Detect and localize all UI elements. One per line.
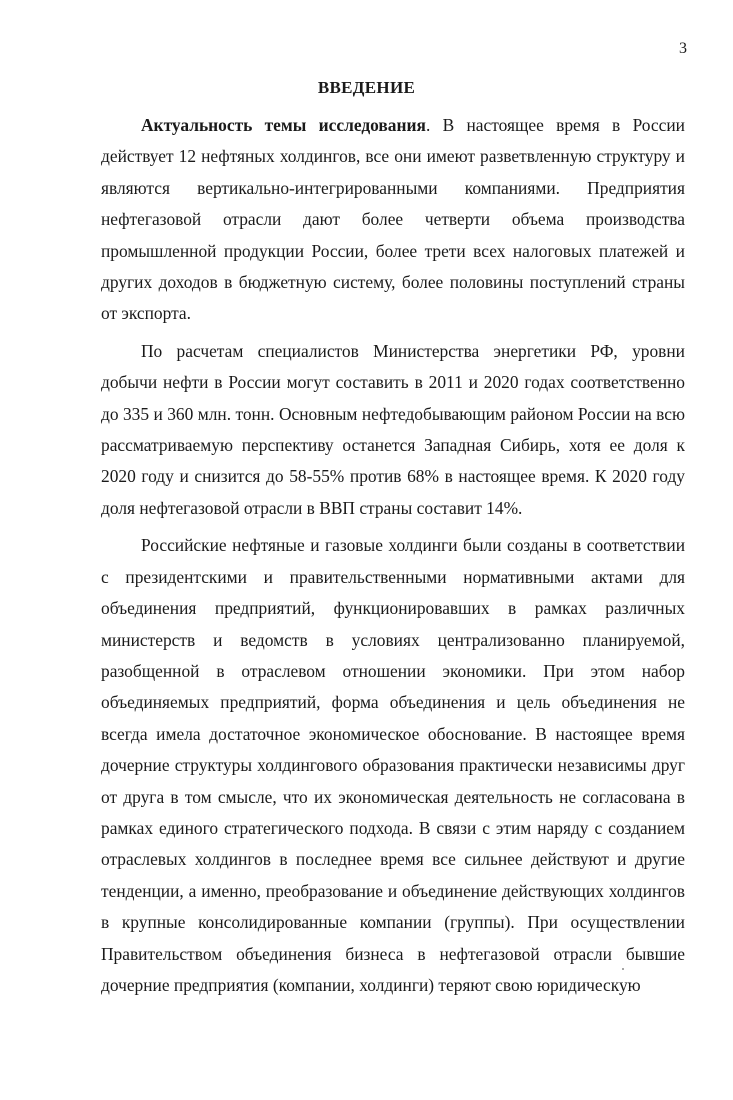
paragraph-text: . В настоящее время в России действует 12 нефтяных холдингов, все они имеют разветвленную структуру и являются вертикально-интегрированными компаниями. Предприятия нефтегазовой отрасли дают более четверти объема производства промышленной продукции России, более трети всех налоговых платежей и других доходов в бюджетную систему, более половины поступлений страны от экспорта.	[101, 115, 685, 324]
paragraph-relevance	[101, 110, 685, 330]
document-body	[101, 110, 685, 1007]
paragraph-holdings: Российские нефтяные и газовые холдинги были созданы в соответствии с президентскими и правительственными нормативными актами для объединения предприятий, функционировавших в рамках различных министерств и ведомств в условиях централизованно планируемой, разобщенной в отраслевом отношении экономики. При этом набор объединяемых предприятий, форма объединения и цель объединения не всегда имела достаточное экономическое обоснование. В настоящее время дочерние структуры холдингового образования практически независимы друг от друга в том смысле, что их экономическая деятельность не согласована в рамках единого стратегического подхода. В связи с этим наряду с созданием отраслевых холдингов в последнее время все сильнее действуют и другие тенденции, а именно, преобразование и объединение действующих холдингов в крупные консолидированные компании (группы). При осуществлении Правительством объединения бизнеса в нефтегазовой отрасли бывшие дочерние предприятия (компании, холдинги) теряют свою юридическую	[101, 535, 685, 995]
paragraph-forecast: По расчетам специалистов Министерства энергетики РФ, уровни добычи нефти в России могут составить в 2011 и 2020 годах соответственно до 335 и 360 млн. тонн. Основным нефтедобывающим районом России на всю рассматриваемую перспективу останется Западная Сибирь, хотя ее доля к 2020 году и снизится до 58-55% против 68% в настоящее время. К 2020 году доля нефтегазовой отрасли в ВВП страны составит 14%.	[101, 340, 685, 518]
section-heading: ВВЕДЕНИЕ	[317, 78, 416, 97]
paragraph-lead: Актуальность темы исследования	[141, 115, 426, 135]
scan-speck	[622, 968, 624, 970]
page-number: 3	[679, 40, 687, 57]
